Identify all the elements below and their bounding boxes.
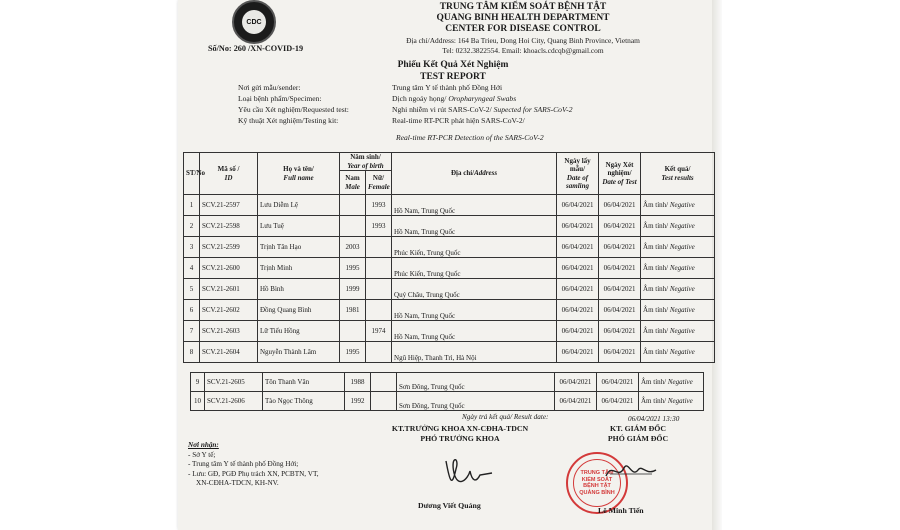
- report-title: [358, 59, 548, 83]
- table-row: 4 SCV.21-2600 Trịnh Minh 1995 Phúc Kiến, Trung Quốc 06/04/2021 06/04/2021 Âm tính/ Negative: [184, 258, 715, 279]
- result-date-label: Ngày trả kết quả/ Result date:: [462, 413, 549, 421]
- result-date-value: 06/04/2021 13:30: [628, 415, 680, 423]
- org-name: TRUNG TÂM KIỂM SOÁT BỆNH TẬT: [439, 2, 607, 12]
- col-male: Nam Male: [340, 171, 366, 195]
- col-test-date: Ngày Xét nghiệm/ Date of Test: [599, 153, 641, 195]
- document-number: Số/No: 260 /XN-COVID-19: [208, 44, 304, 53]
- letterhead-address: [358, 36, 688, 56]
- table-row: 6 SCV.21-2602 Đồng Quang Bình 1981 Hồ Nam, Trung Quốc 06/04/2021 06/04/2021 Âm tính/ Negative: [184, 300, 715, 321]
- col-name: Họ và tên/ Full name: [258, 153, 340, 195]
- left-signatory-title: KT.TRƯỞNG KHOA XN-CĐHA-TDCN PHÓ TRƯỞNG KHOA: [391, 424, 529, 443]
- center-name: CENTER FOR DISEASE CONTROL: [445, 24, 601, 34]
- info-label: Loại bệnh phẩm/Specimen:: [238, 94, 322, 103]
- col-address: Địa chỉ/Address: [392, 153, 557, 195]
- table-row: 3 SCV.21-2599 Trịnh Tân Hạo 2003 Phúc Kiến, Trung Quốc 06/04/2021 06/04/2021 Âm tính/ Negative: [184, 237, 715, 258]
- title-vi: Phiếu Kết Quả Xét Nghiệm: [397, 60, 509, 70]
- col-id: Mã số / ID: [200, 153, 258, 195]
- right-signatory-name: Lê Minh Tiến: [598, 506, 644, 515]
- col-sampling-date: Ngày lấy mẫu/ Date of samling: [557, 153, 599, 195]
- results-table-continued: [190, 372, 704, 411]
- col-birth: Năm sinh/ Year of birth: [340, 153, 392, 171]
- official-stamp: TRUNG TÂM KIỂM SOÁT BỆNH TẬT QUẢNG BÌNH: [566, 452, 628, 514]
- table-row: 9 SCV.21-2605 Tôn Thanh Vân 1988 Sơn Đông, Trung Quốc 06/04/2021 06/04/2021 Âm tính/ Negative: [191, 373, 704, 392]
- signature-left: [440, 453, 496, 493]
- info-label: Kỹ thuật Xét nghiệm/Testing kit:: [238, 116, 339, 125]
- title-en: TEST REPORT: [420, 72, 486, 82]
- col-female: Nữ/ Female: [366, 171, 392, 195]
- info-value: Dịch ngoáy họng/ Oropharyngeal Swabs: [392, 94, 517, 103]
- testing-kit-en: Real-time RT-PCR Detection of the SARS-CoV-2: [396, 133, 544, 142]
- address-line: Địa chỉ/Address: 164 Ba Trieu, Dong Hoi City, Quang Binh Province, Vietnam: [406, 36, 640, 45]
- info-value: Trung tâm Y tế thành phố Đồng Hới: [392, 83, 503, 92]
- table-row: 5 SCV.21-2601 Hồ Bình 1999 Quý Châu, Trung Quốc 06/04/2021 06/04/2021 Âm tính/ Negative: [184, 279, 715, 300]
- table-row: 1 SCV.21-2597 Lưu Diễm Lệ 1993 Hồ Nam, Trung Quốc 06/04/2021 06/04/2021 Âm tính/ Negative: [184, 195, 715, 216]
- signature-right: [602, 456, 660, 486]
- letterhead: [358, 2, 688, 35]
- cdc-logo-text: CDC: [242, 10, 266, 34]
- info-value: Real-time RT-PCR phát hiện SARS-CoV-2/: [392, 116, 525, 125]
- contact-line: Tel: 0232.3822554. Email: khoacls.cdcqb@gmail.com: [442, 46, 604, 55]
- department-name: QUANG BINH HEALTH DEPARTMENT: [436, 13, 610, 23]
- info-label: Nơi gửi mẫu/sender:: [238, 83, 301, 92]
- table-row: 10 SCV.21-2606 Tào Ngọc Thông 1992 Sơn Đông, Trung Quốc 06/04/2021 06/04/2021 Âm tính/ Negative: [191, 392, 704, 411]
- table-row: 8 SCV.21-2604 Nguyễn Thành Lâm 1995 Ngũ Hiệp, Thanh Trì, Hà Nội 06/04/2021 06/04/2021 Âm tính/ Negative: [184, 342, 715, 363]
- results-table: [183, 152, 715, 363]
- info-value: Nghi nhiễm vi rút SARS-CoV-2/ Supected for SARS-CoV-2: [392, 105, 573, 114]
- cdc-logo: [232, 0, 276, 44]
- right-signatory-title: KT. GIÁM ĐỐC PHÓ GIÁM ĐỐC: [607, 424, 669, 443]
- left-signatory-name: Dương Viết Quảng: [418, 501, 481, 510]
- info-label: Yêu cầu Xét nghiệm/Requested test:: [238, 105, 349, 114]
- recipients: Nơi nhận: - Sở Y tế; - Trung tâm Y tế thành phố Đồng Hới; - Lưu: GĐ, PGĐ Phụ trách XN, PCBTN, VT, XN-CĐHA-TDCN, KH-NV.: [188, 441, 319, 487]
- col-no: ST/No: [184, 153, 200, 195]
- col-result: Kết quả/ Test results: [641, 153, 715, 195]
- table-row: 2 SCV.21-2598 Lưu Tuệ 1993 Hồ Nam, Trung Quốc 06/04/2021 06/04/2021 Âm tính/ Negative: [184, 216, 715, 237]
- table-row: 7 SCV.21-2603 Lữ Tiểu Hồng 1974 Hồ Nam, Trung Quốc 06/04/2021 06/04/2021 Âm tính/ Negative: [184, 321, 715, 342]
